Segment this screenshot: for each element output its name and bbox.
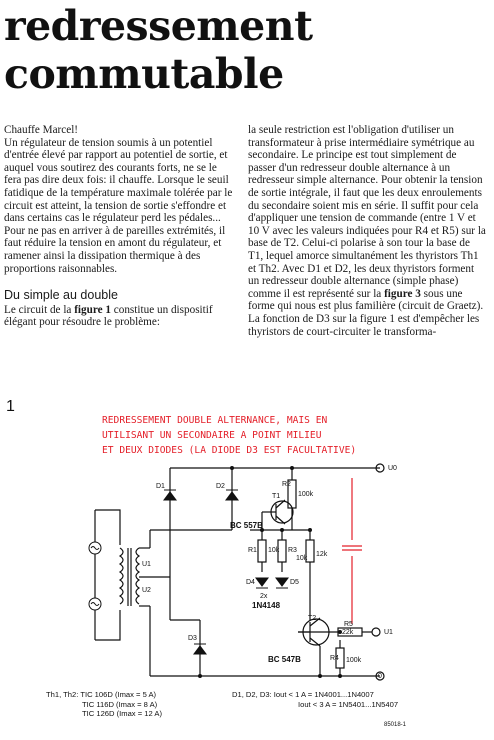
label-output: U0 — [388, 465, 397, 472]
label-t1: T1 — [272, 493, 281, 500]
label-r3-value: 10k — [296, 555, 308, 562]
label-t2: T2 — [308, 615, 317, 622]
label-d3: D3 — [188, 635, 197, 642]
figure-number: 1 — [6, 398, 15, 415]
body-text: la seule restriction est l'obligation d'utiliser un transformateur à prise intermédiaire symétrique au secondaire. Le principe est tout simplement de passer d'un redresseur double alternance à un redresseur simple alternance. Pour obtenir la tension de sortie intégrale, il faut que les deux enroulements du secondaire soient mis en série. Il suffit pour cela d'appliquer une tension de commande (entre 1 V et 10 V avec les valeurs indiquées pour R4 et R5) sur la base de T2. Celui-ci polarise à son tour la base de T1, lequel amorce simultanément les thyristors Th1 et Th2. Avec D1 et D2, les deux thyristors forment un redresseur double alternance (simple phase) comme il est représenté sur la — [248, 124, 486, 300]
label-t1-type: BC 557B — [230, 521, 263, 530]
body-text: sous une forme qui nous est plus familière (circuit de Graetz). La fonction de D3 sur la figure 1 est d'empêcher les thyristors de court-circuiter le transforma- — [248, 287, 484, 338]
intro-paragraph: Pour ne pas en arriver à de pareilles extrémités, il faut réduire la tension en amont du régulateur, et ramener ainsi la dissipation thermique à des proportions raisonnables. — [4, 224, 226, 275]
label-u1-winding: U1 — [142, 561, 151, 568]
note-line: TIC 126D (Imax = 12 A) — [82, 709, 162, 718]
label-input: U1 — [384, 629, 393, 636]
label-d5: D5 — [290, 579, 299, 586]
label-r5: R5 — [344, 621, 353, 628]
annotation-line: REDRESSEMENT DOUBLE ALTERNANCE, MAIS EN — [102, 415, 328, 426]
annotation-line: ET DEUX DIODES (LA DIODE D3 EST FACULTATIVE) — [102, 445, 357, 456]
label-r5-value: 22k — [342, 629, 354, 636]
label-diodes-type: 1N4148 — [252, 601, 281, 610]
label-t2-type: BC 547B — [268, 655, 301, 664]
note-line: TIC 116D (Imax = 8 A) — [82, 699, 158, 709]
annotation-line: UTILISANT UN SECONDAIRE A POINT MILIEU — [102, 430, 322, 441]
note-line: Iout < 3 A = 1N5401...1N5407 — [298, 699, 399, 709]
label-d2: D2 — [216, 483, 225, 490]
label-r2: R2 — [282, 481, 291, 488]
label-d4: D4 — [246, 579, 255, 586]
note-line: D1, D2, D3: Iout < 1 A = 1N4001...1N4007 — [232, 690, 374, 699]
thyristor-notes — [46, 690, 162, 719]
section-text: Le circuit de la — [4, 303, 75, 316]
figure-code: 85018-1 — [384, 722, 407, 728]
label-r1-value: 10k — [268, 547, 280, 554]
label-r3: R3 — [288, 547, 297, 554]
section-text: constitue un dispositif élégant pour résoudre le problème: — [4, 303, 213, 329]
intro-paragraph: Chauffe Marcel! — [4, 124, 79, 136]
label-r1: R1 — [248, 547, 257, 554]
label-ground: 0 — [378, 673, 382, 680]
section-heading: Du simple au double — [4, 288, 118, 303]
diode-notes — [232, 690, 398, 709]
label-u2-winding: U2 — [142, 587, 151, 594]
label-diodes-count: 2x — [260, 593, 268, 600]
figure-ref: figure 3 — [384, 287, 421, 300]
label-d1: D1 — [156, 483, 165, 490]
note-line: Th1, Th2: TIC 106D (Imax = 5 A) — [46, 690, 157, 699]
label-r2-value: 100k — [298, 491, 314, 498]
title-line-1: redressement — [4, 2, 313, 50]
intro-paragraph: Un régulateur de tension soumis à un potentiel d'entrée élevé par rapport au potentiel de sortie, et auquel vous soutirez des courants forts, ne se le fera pas dire deux fois: il chauffe. Lorsque le seuil fatidique de la température maximale tolérée par le circuit est atteint, la tension de sortie s'effondre et dans certains cas le régulateur perd les pédales... — [4, 136, 233, 225]
figure-ref: figure 1 — [74, 303, 111, 316]
label-r4-value: 100k — [346, 657, 362, 664]
label-12k: 12k — [316, 551, 328, 558]
label-r4: R4 — [330, 655, 339, 662]
title-line-2: commutable — [4, 50, 284, 98]
